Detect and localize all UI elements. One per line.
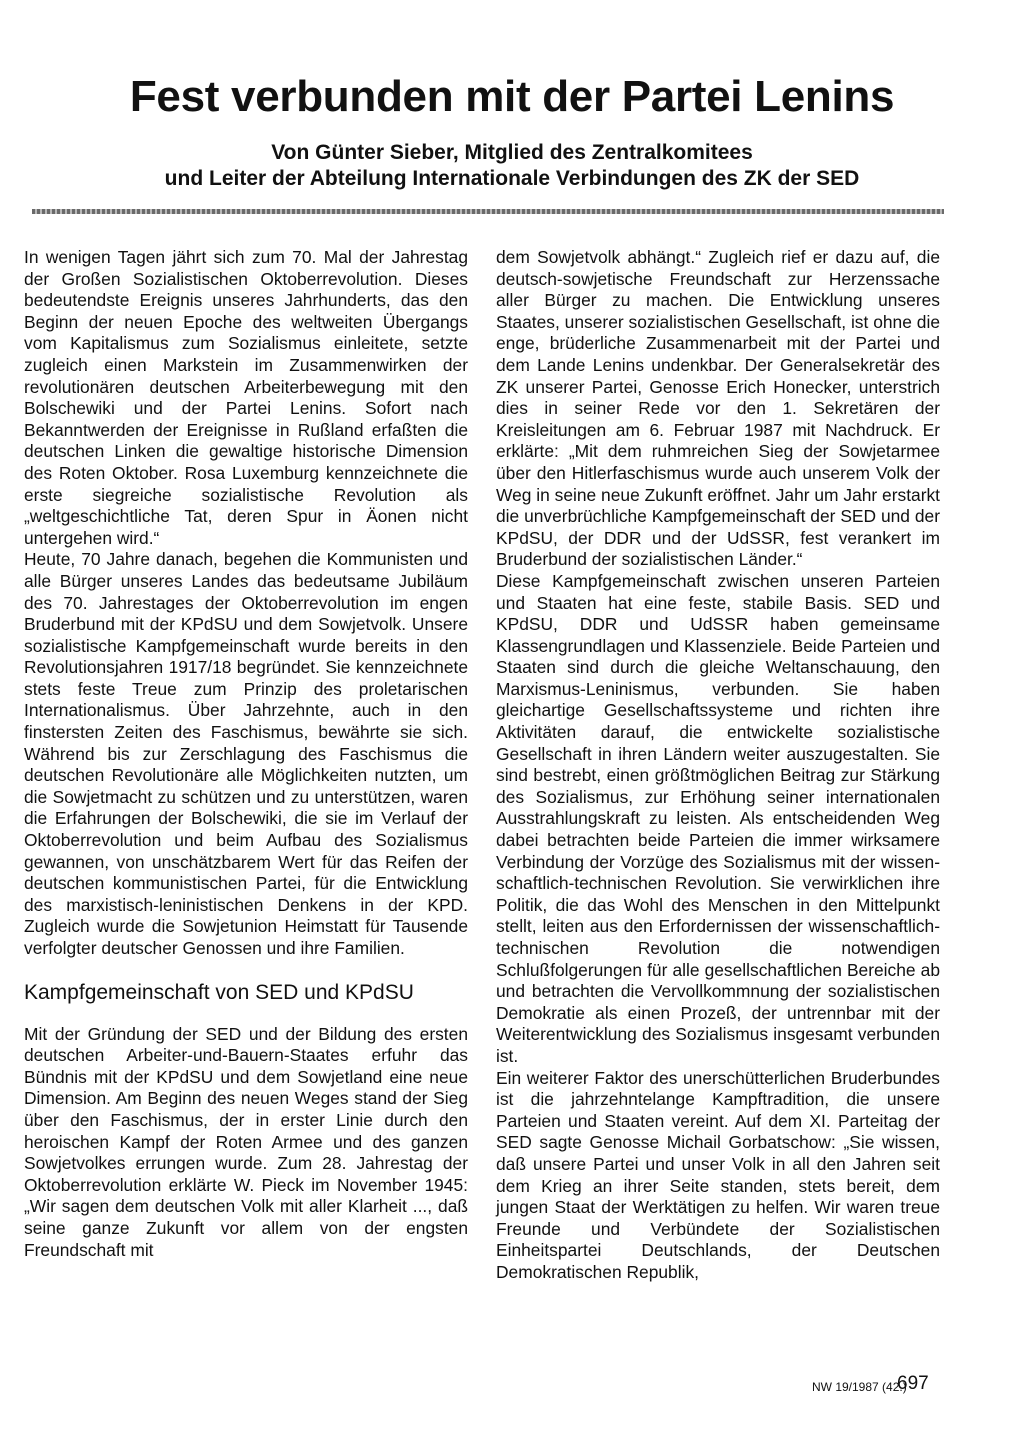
right-text-column <box>496 247 940 1284</box>
header-divider <box>32 209 944 214</box>
article-title: Fest verbunden mit der Partei Lenins <box>129 72 895 121</box>
paragraph-basis: Diese Kampfgemeinschaft zwischen unseren Parteien und Staaten hat eine feste, stabile Basis. SED und KPdSU, DDR und UdSSR haben gemeinsame Klassengrundlagen und Klassenziele. Beide Parteien und Staaten sind durch die gleiche Weltanschauung, den Marxismus-Leninismus, verbunden. Sie haben gleichartige Gesellschaftssysteme und richten ihre Aktivitäten darauf, die entwickelte sozialistische Gesellschaft in ihren Ländern weiter auszugestalten. Sie sind bestrebt, einen größtmöglichen Beitrag zur Stärkung des Sozialismus, zur Erhöhung seiner internationalen Ausstrahlungskraft zu leisten. Als entscheidenden Weg dabei betrachten beide Parteien die immer wirksamere Verbindung der Vorzüge des Sozialismus mit der wissenschaftlich-technischen Revolution. Sie verwirklichen ihre Politik, die das Wohl des Menschen in den Mittelpunkt stellt, leiten aus den Erfordernissen der wissenschaftlich-technischen Revolution die notwendigen Schlußfolgerungen für alle gesellschaftlichen Bereiche ab und betrachten die Vervollkommnung der sozialistischen Demokratie als einen Prozeß, der untrennbar mit der Weiterentwicklung des Sozialismus insgesamt verbunden ist. <box>496 570 940 1066</box>
section-heading: Kampfgemeinschaft von SED und KPdSU <box>24 980 414 1004</box>
paragraph-anniversary: Heute, 70 Jahre danach, begehen die Kommunisten und alle Bürger unseres Landes das bedeutsame Jubiläum des 70. Jahrestages der Oktoberrevolution im engen Bruderbund mit der KPdSU und dem Sowjetvolk. Unsere sozialistische Kampfgemeinschaft wurde bereits in den Revolutionsjahren 1917/18 begründet. Sie kennzeichnete stets feste Treue zum Prinzip des proletarischen Internationalismus. Über Jahrzehnte, auch in den finstersten Zeiten des Faschismus, bewährte sie sich. Während bis zur Zerschlagung des Faschismus die deutschen Revolutionäre alle Möglichkeiten nutzten, um die Sowjetmacht zu schützen und zu unterstützen, waren die Erfahrungen der Bolschewiki, die sie im Verlauf der Oktoberrevolution und beim Aufbau des Sozialismus gewannen, von unschätzbarem Wert für das Reifen der deutschen kommunistischen Partei, für die Entwicklung des marxistisch-leninistischen Denkens in der KPD. Zugleich wurde die Sowjetunion Heimstatt für Tausende verfolgter deutscher Genossen und ihre Familien. <box>24 549 468 958</box>
paragraph-sed-founding: Mit der Gründung der SED und der Bildung des ersten deutschen Arbeiter-und-Bauern-Staates erfuhr das Bündnis mit der KPdSU und dem Sowjetland eine neue Dimension. Am Beginn des neuen Weges stand der Sieg über den Faschismus, der in erster Linie durch den heroischen Kampf der Roten Armee und des ganzen Sowjetvolkes errungen wurde. Zum 28. Jahrestag der Oktoberrevolution erklärte W. Pieck im November 1945: „Wir sagen dem deutschen Volk mit aller Klarheit ..., daß seine ganze Zukunft vor allem von der engsten Freundschaft mit <box>24 1023 468 1260</box>
left-text-column <box>24 247 468 1261</box>
paragraph-intro: In wenigen Tagen jährt sich zum 70. Mal der Jahrestag der Großen Sozialistischen Oktoberrevolution. Dieses bedeutendste Ereignis unseres Jahrhunderts, das den Beginn der neuen Epoche des weltweiten Übergangs vom Kapitalismus zum Sozialismus einleitete, setzte zugleich einen Markstein im Zusammenwirken der revolutionären deutschen Arbeiterbewegung mit den Bolschewiki und der Partei Lenins. Sofort nach Bekanntwerden der Ereignisse in Rußland erfaßten die deutschen Linken die gewaltige historische Dimension des Roten Oktober. Rosa Luxemburg kennzeichnete die erste siegreiche sozialistische Revolution als „weltgeschichtliche Tat, deren Spur in Äonen nicht untergehen wird.“ <box>24 247 468 548</box>
page-number: 697 <box>897 1373 929 1394</box>
article-byline-line-2: und Leiter der Abteilung Internationale Verbindungen des ZK der SED <box>164 167 860 190</box>
issue-reference: NW 19/1987 (42.) <box>812 1380 907 1394</box>
paragraph-tradition: Ein weiterer Faktor des unerschütterlichen Bruderbundes ist die jahrzehntelange Kampftradition, die unsere Parteien und Staaten vereint. Auf dem XI. Parteitag der SED sagte Genosse Michail Gorbatschow: „Sie wissen, daß unsere Partei und unser Volk in all den Jahren seit dem Krieg an ihrer Seite standen, stets bereit, dem jungen Staat der Werktätigen zu helfen. Wir waren treue Freunde und Verbündete der Sozialistischen Einheitspartei Deutschlands, der Deutschen Demokratischen Republik, <box>496 1067 940 1282</box>
paragraph-friendship: dem Sowjetvolk abhängt.“ Zugleich rief er dazu auf, die deutsch-sowjetische Freundschaft zur Herzenssache aller Bürger zu machen. Die Entwicklung unseres Staates, unserer sozialistischen Gesellschaft, ist ohne die enge, brüderliche Zusammenarbeit mit der Partei und dem Lande Lenins undenkbar. Der Generalsekretär des ZK unserer Partei, Genosse Erich Honecker, unterstrich dies in seiner Rede vor den 1. Sekretären der Kreisleitungen am 6. Februar 1987 mit Nachdruck. Er erklärte: „Mit dem ruhmreichen Sieg der Sowjetarmee über den Hitlerfaschismus wurde auch unserem Volk der Weg in seine neue Zukunft eröffnet. Jahr um Jahr erstarkt die unverbrüchliche Kampfgemeinschaft der SED und der KPdSU, der DDR und der UdSSR, fest verankert im Bruderbund der sozialistischen Länder.“ <box>496 247 941 570</box>
article-byline-line-1: Von Günter Sieber, Mitglied des Zentralkomitees <box>271 141 753 164</box>
